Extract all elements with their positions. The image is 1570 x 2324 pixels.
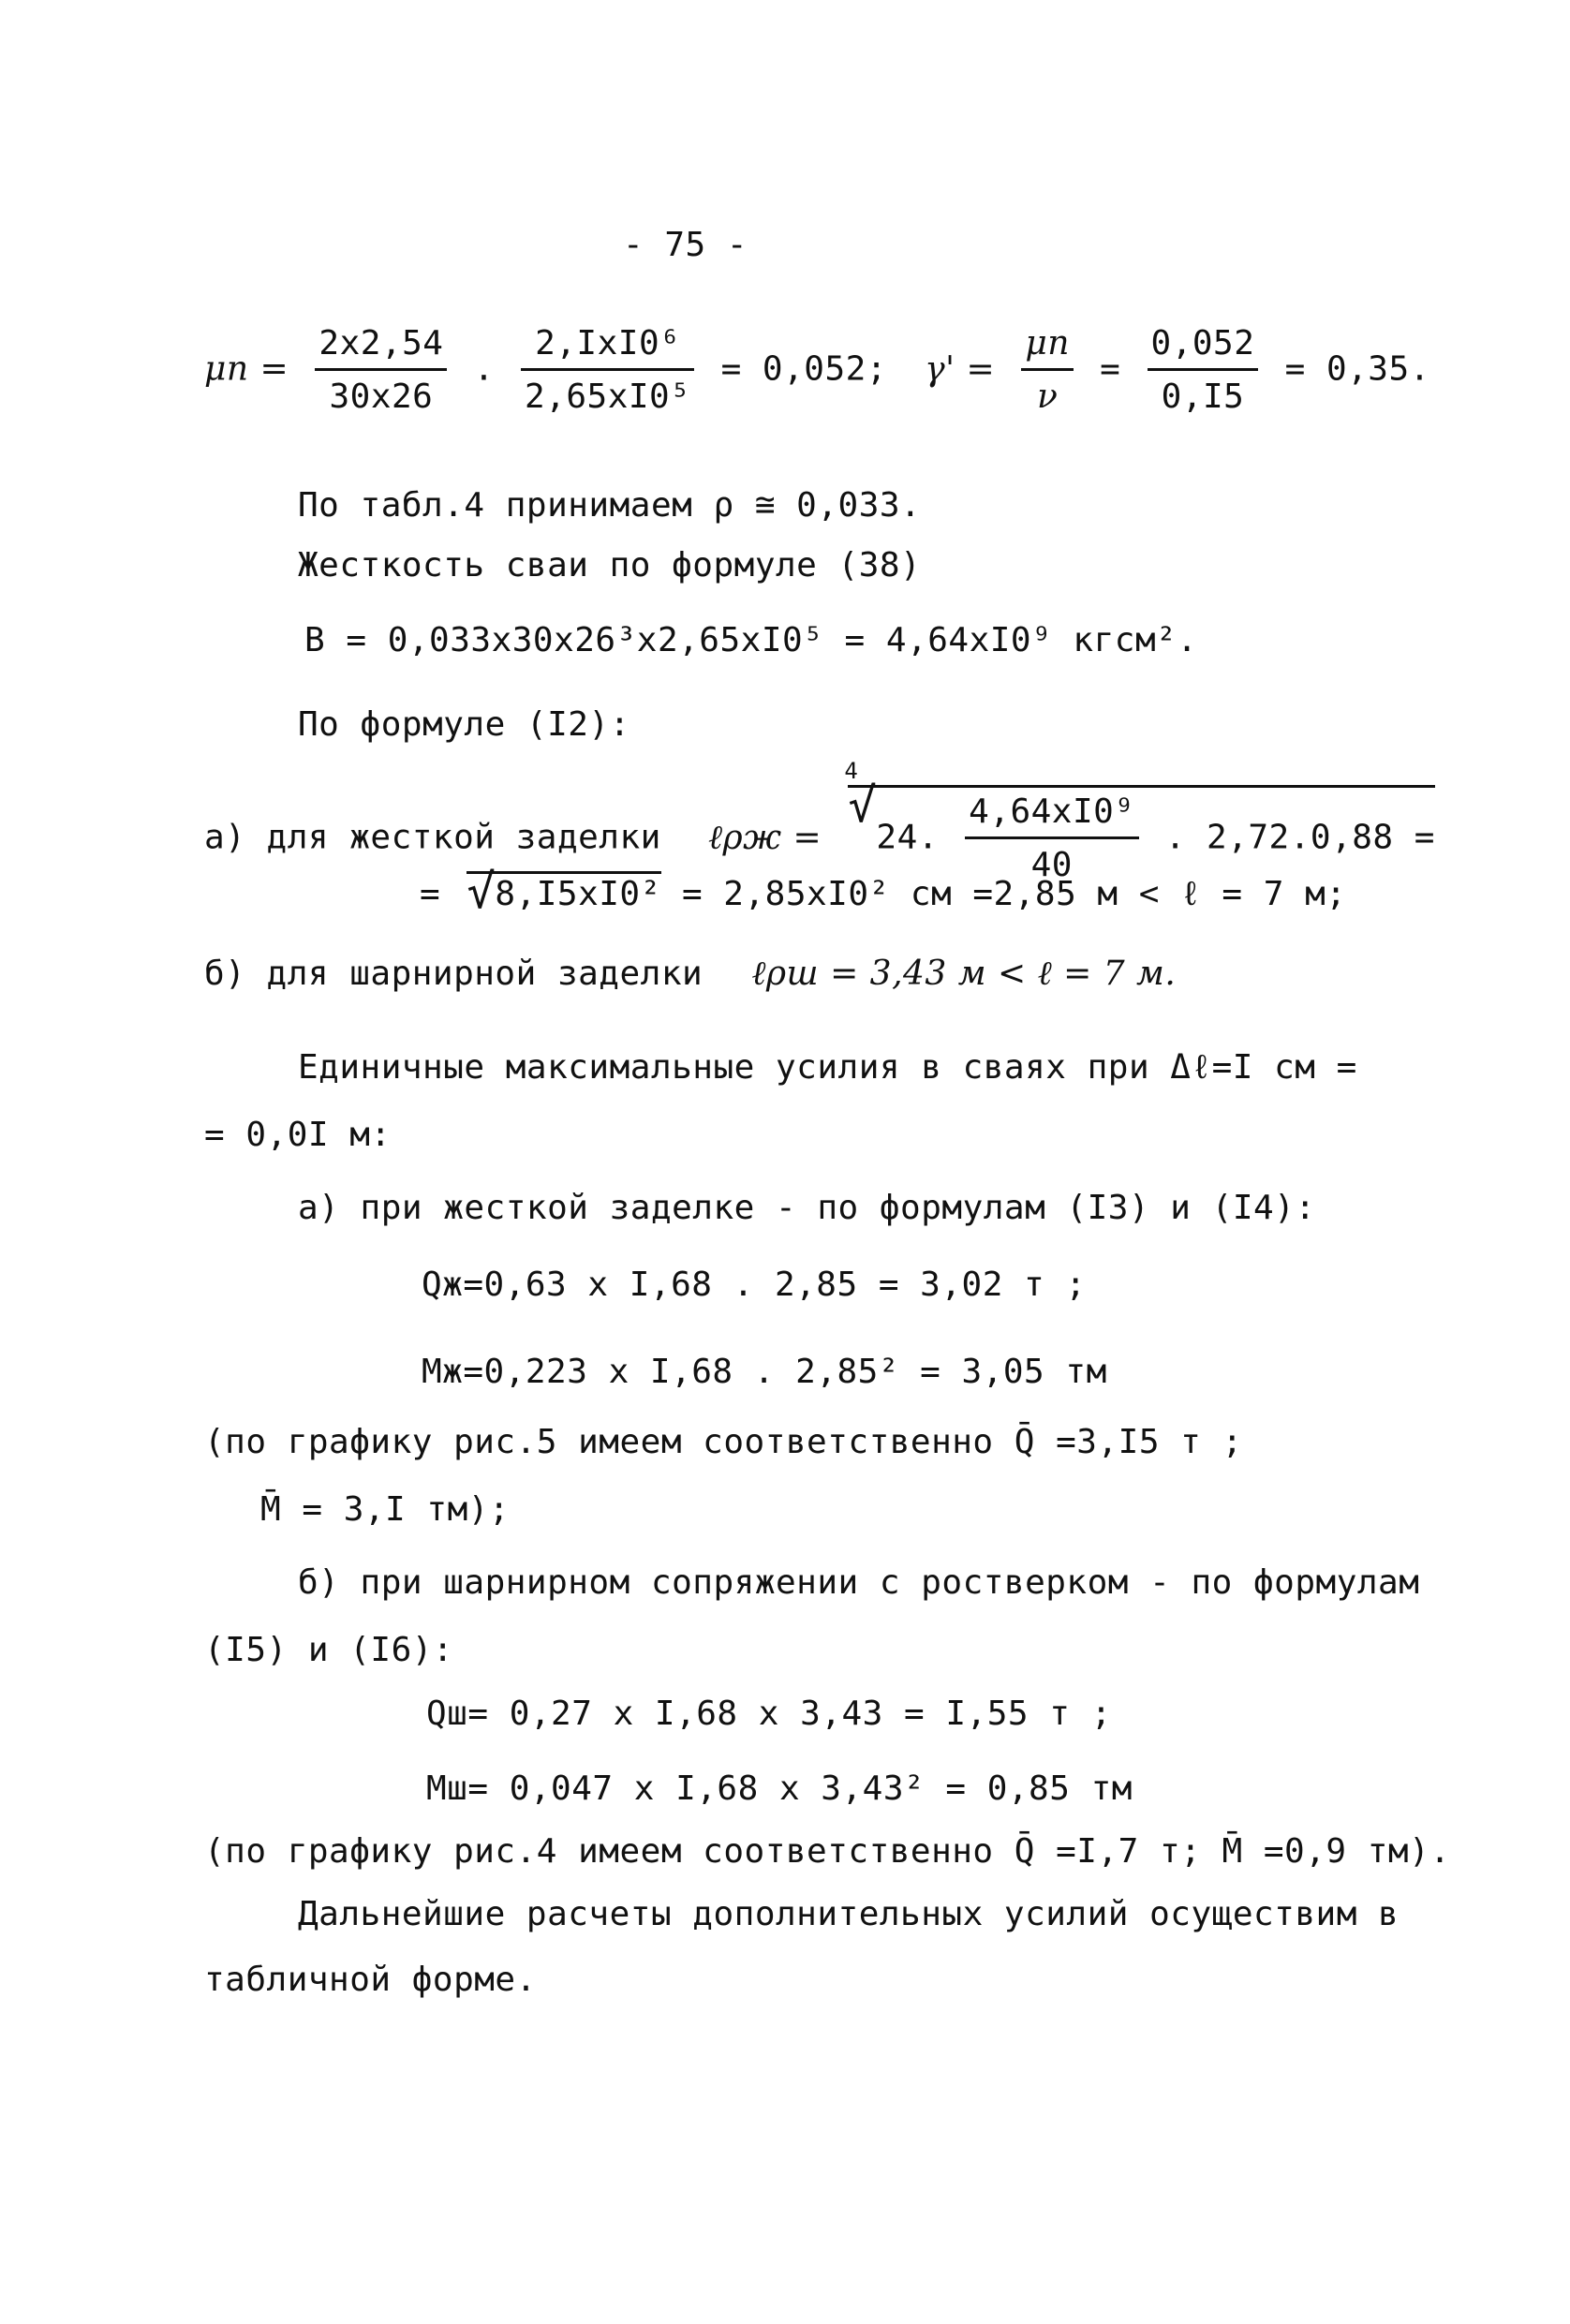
- line-further: Дальнейшие расчеты дополнительных усилий осуществим в: [298, 1895, 1400, 1933]
- line-hinge-case: б) при шарнирном сопряжении с ростверком - по формулам: [298, 1563, 1420, 1602]
- gamma-symbol: γ' =: [925, 349, 996, 389]
- line-formulas-15-16: (I5) и (I6):: [204, 1631, 454, 1669]
- equation-mu-n: μn = $\frac{2x2,54}{30x26}$ . $\frac{\text{2,IxI0⁶}}{\text{2,65xI0⁵}}$ = 0,052; γ' = $\frac{\mu n}{\nu}$ = $\frac{0,052}{0,I5}$ = 0,35.: [204, 324, 1430, 416]
- line-M-rigid: Мж=0,223 x I,68 . 2,85² = 3,05 тм: [422, 1353, 1107, 1391]
- line-Q-hinge: Qш= 0,27 x I,68 x 3,43 = I,55 т ;: [426, 1695, 1112, 1733]
- root-2: √ 8,I5xI0²: [467, 865, 661, 919]
- line-M-hinge: Мш= 0,047 x I,68 x 3,43² = 0,85 тм: [426, 1769, 1133, 1808]
- line-table-form: табличной форме.: [204, 1961, 537, 1999]
- line-unit-forces-2: = 0,0I м:: [204, 1116, 392, 1154]
- line-graph-4: (по графику рис.4 имеем соответственно Q̄ =I,7 т; M̄ =0,9 тм).: [204, 1832, 1451, 1871]
- fraction-4: $\frac{0,052}{0,I5}$: [1148, 323, 1259, 418]
- line-M-3-1: M̄ = 3,I тм);: [260, 1490, 511, 1529]
- line-Q-rigid: Qж=0,63 x I,68 . 2,85 = 3,02 т ;: [422, 1266, 1087, 1304]
- line-b-hinge: б) для шарнирной заделки ℓρш = 3,43 м < ℓ = 7 м.: [204, 955, 1177, 993]
- line-stiffness: Жесткость сваи по формуле (38): [298, 546, 922, 585]
- line-B-formula: B = 0,033x30x26³x2,65xI0⁵ = 4,64xI0⁹ кгсм².: [304, 621, 1198, 659]
- line-a-result: = √ 8,I5xI0² = 2,85xI0² см =2,85 м < ℓ = 7 м;: [420, 865, 1347, 919]
- root-4: √ 4 24. $\frac{\text{4,64xI0⁹}}{40}$ . 2,72.0,88 =: [844, 758, 1435, 884]
- page-number: - 75 -: [623, 226, 748, 264]
- line-graph-5: (по графику рис.5 имеем соответственно Q̄ =3,I5 т ;: [204, 1423, 1243, 1461]
- fraction-2: $\frac{\text{2,IxI0⁶}}{\text{2,65xI0⁵}}$: [521, 323, 694, 418]
- fraction-3: $\frac{\mu n}{\nu}$: [1021, 323, 1074, 418]
- line-rigid-case: а) при жесткой заделке - по формулам (I3) и (I4):: [298, 1189, 1316, 1227]
- mu-n-symbol: μn =: [204, 349, 289, 389]
- line-tabl: По табл.4 принимаем ρ ≅ 0,033.: [298, 486, 922, 525]
- line-a-rigid: а) для жесткой заделки ℓρж = √ 4 24. $\frac{\text{4,64xI0⁹}}{40}$ . 2,72.0,88 =: [204, 758, 1435, 884]
- fraction-1: $\frac{2x2,54}{30x26}$: [315, 323, 447, 418]
- line-formula-12: По формуле (I2):: [298, 705, 630, 744]
- line-unit-forces: Единичные максимальные усилия в сваях при Δℓ=I см =: [298, 1048, 1357, 1087]
